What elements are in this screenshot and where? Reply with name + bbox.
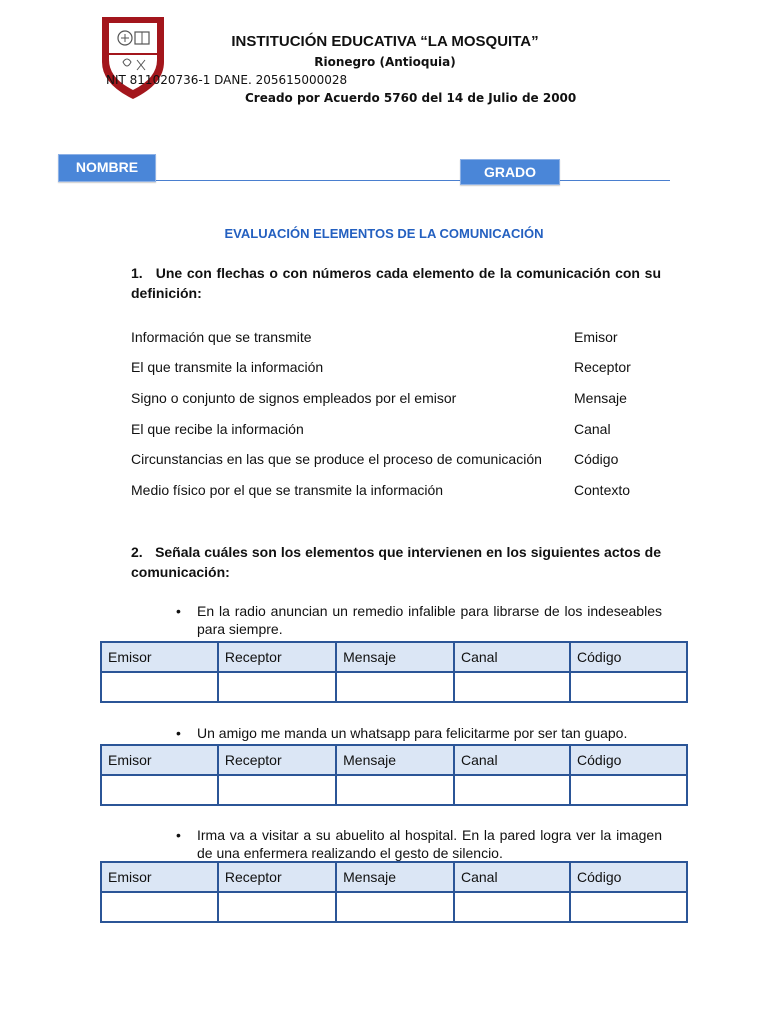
communication-act-text: Irma va a visitar a su abuelito al hospital. En la pared logra ver la imagen de una enfermera realizando el gesto de silencio. [197,827,662,861]
match-element: Receptor [574,359,631,375]
column-header: Emisor [101,745,218,775]
match-element: Emisor [574,329,618,345]
institution-created: Creado por Acuerdo 5760 del 14 de Julio de 2000 [245,91,577,105]
column-header: Emisor [101,862,218,892]
column-header: Código [570,862,687,892]
answer-cell[interactable] [336,775,454,805]
match-row [131,390,691,410]
match-row [131,451,691,471]
elements-table [100,744,688,806]
institution-nit: NIT 811020736-1 DANE. 205615000028 [106,73,348,87]
column-header: Canal [454,642,570,672]
match-definition: Información que se transmite [131,329,312,345]
answer-cell[interactable] [570,892,687,922]
column-header: Receptor [218,745,336,775]
communication-act-text: En la radio anuncian un remedio infalible para librarse de los indeseables para siempre. [197,603,662,637]
match-element: Contexto [574,482,631,498]
question-1-text: Une con flechas o con números cada elemento de la comunicación con su definición: [131,265,661,301]
column-header: Mensaje [336,745,454,775]
question-2-text: Señala cuáles son los elementos que intervienen en los siguientes actos de comunicación: [131,544,662,580]
match-row [131,482,691,502]
match-element: Canal [574,421,611,437]
answer-cell[interactable] [570,672,687,702]
communication-act [176,602,662,638]
match-definition: Signo o conjunto de signos empleados por el emisor [131,390,457,406]
question-1-number: 1. [131,265,143,281]
match-definition: El que recibe la información [131,421,304,437]
grade-label: GRADO [460,159,560,185]
answer-cell[interactable] [336,892,454,922]
answer-cell[interactable] [101,775,218,805]
match-element: Mensaje [574,390,627,406]
column-header: Código [570,642,687,672]
bullet-icon: • [176,827,181,843]
match-definition: Medio físico por el que se transmite la información [131,482,444,498]
bullet-icon: • [176,603,181,619]
institution-name: INSTITUCIÓN EDUCATIVA “LA MOSQUITA” [231,33,539,50]
match-row [131,329,691,349]
column-header: Canal [454,862,570,892]
answer-cell[interactable] [454,775,570,805]
answer-cell[interactable] [570,775,687,805]
elements-table [100,861,688,923]
column-header: Receptor [218,862,336,892]
column-header: Emisor [101,642,218,672]
communication-act-text: Un amigo me manda un whatsapp para felicitarme por ser tan guapo. [197,725,628,741]
match-row [131,359,691,379]
answer-cell[interactable] [218,672,336,702]
question-1 [131,263,661,303]
column-header: Mensaje [336,862,454,892]
answer-cell[interactable] [101,892,218,922]
match-definition: Circunstancias en las que se produce el proceso de comunicación [131,451,542,467]
bullet-icon: • [176,725,181,741]
communication-act [176,724,662,742]
column-header: Canal [454,745,570,775]
answer-cell[interactable] [218,892,336,922]
evaluation-title: EVALUACIÓN ELEMENTOS DE LA COMUNICACIÓN [224,226,544,241]
match-definition: El que transmite la información [131,359,324,375]
match-row [131,421,691,441]
answer-cell[interactable] [218,775,336,805]
answer-cell[interactable] [454,672,570,702]
elements-table [100,641,688,703]
match-element: Código [574,451,619,467]
answer-cell[interactable] [336,672,454,702]
column-header: Receptor [218,642,336,672]
question-2 [131,542,661,582]
answer-cell[interactable] [101,672,218,702]
name-label: NOMBRE [58,154,156,182]
column-header: Mensaje [336,642,454,672]
institution-location: Rionegro (Antioquia) [314,55,456,69]
question-2-number: 2. [131,544,143,560]
column-header: Código [570,745,687,775]
answer-cell[interactable] [454,892,570,922]
communication-act [176,826,662,862]
school-crest-logo [101,16,165,100]
